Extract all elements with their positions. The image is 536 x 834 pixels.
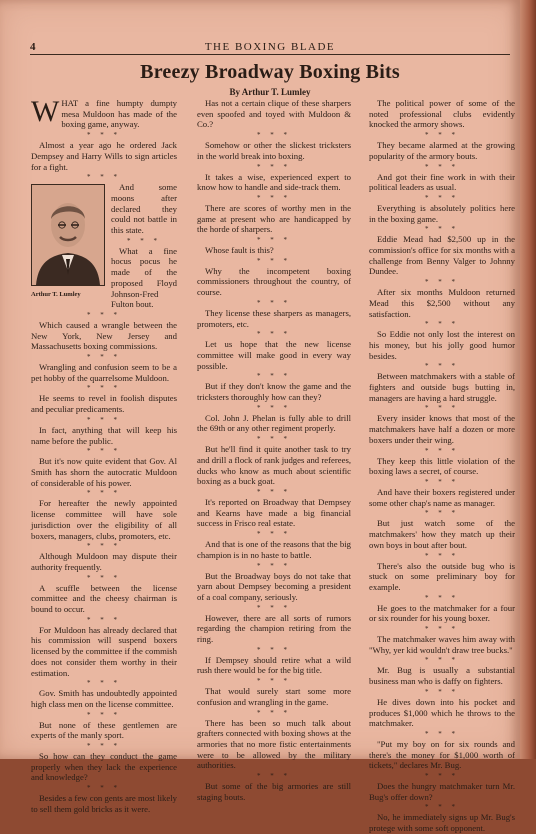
section-separator: * * * xyxy=(257,645,291,654)
paragraph: They became alarmed at the growing popularity of the armory bouts. xyxy=(369,140,515,161)
section-separator: * * * xyxy=(87,542,121,551)
section-separator: * * * xyxy=(127,236,161,245)
paragraph: However, there are all sorts of rumors regarding the champion retiring from the ring. xyxy=(197,612,351,645)
paragraph: But it's now quite evident that Gov. Al Smith has shorn the autocratic Muldoon of considerable of his power. xyxy=(31,456,177,488)
paragraph: If Dempsey should retire what a wild rush there would be for the big title. xyxy=(197,654,351,676)
paragraph: For hereafter the newly appointed license committee will have sole jurisdiction over the eligibility of all boxers, managers, clubs, promoters, etc. xyxy=(31,498,177,541)
paragraph: They keep this little violation of the boxing laws a secret, of course. xyxy=(369,455,515,477)
section-separator: * * * xyxy=(87,353,121,362)
section-separator: * * * xyxy=(425,131,459,140)
drop-cap: W xyxy=(31,95,60,128)
paragraph: It's reported on Broadway that Dempsey and Kearns have made a big financial success in Frisco real estate. xyxy=(197,496,351,529)
section-separator: * * * xyxy=(425,551,459,560)
section-separator: * * * xyxy=(87,489,121,498)
section-separator: * * * xyxy=(425,625,459,634)
paragraph: For Muldoon has already declared that his commission will suspend boxers licensed by the committee if the commish does not consider them worthy in their estimation. xyxy=(31,624,177,678)
lead-text: HAT a fine humpty dumpty mesa Muldoon has made of the boxing game, anyway. xyxy=(61,98,177,130)
section-separator: * * * xyxy=(425,803,459,812)
section-separator: * * * xyxy=(425,278,459,287)
section-separator: * * * xyxy=(425,320,459,329)
paragraph: But he'll find it quite another task to try and drill a flock of rank judges and referees, ducks who know as much about scientific boxing as a buck goat. xyxy=(197,444,351,487)
paragraph: So how can they conduct the game properly when they lack the experience and knowledge? xyxy=(31,751,177,783)
paragraph: Whose fault is this? xyxy=(205,245,274,256)
page-header xyxy=(30,40,510,55)
paragraph: Eddie Mead had $2,500 up in the commission's office for six months with a challenge from Benny Valger to Johnny Dundee. xyxy=(369,234,515,277)
section-separator: * * * xyxy=(257,603,291,612)
paragraph: That would surely start some more confusion and wrangling in the game. xyxy=(197,686,351,707)
paragraph: Why the incompetent boxing commissioners throughout the country, of course. xyxy=(197,265,351,298)
paragraph: Wrangling and confusion seem to be a pet hobby of the quarrelsome Muldoon. xyxy=(31,362,177,383)
paragraph: Let us hope that the new license committee will make good in every way possible. xyxy=(197,339,351,371)
paragraph: But if they don't know the game and the tricksters thoroughly how can they? xyxy=(197,381,351,403)
paragraph: The matchmaker waves him away with "Why, yer kid wouldn't draw tree bucks." xyxy=(369,634,515,655)
section-separator: * * * xyxy=(425,446,459,455)
section-separator: * * * xyxy=(425,509,459,518)
section-separator: * * * xyxy=(257,487,291,496)
paragraph: And have their boxers registered under some other chap's name as manager. xyxy=(369,486,515,508)
paragraph: Although Muldoon may dispute their authority frequently. xyxy=(31,551,177,572)
paragraph: But just watch some of the matchmakers' how they match up their own boys in bout after bout. xyxy=(369,518,515,550)
paragraph: There has been so much talk about grafters connected with boxing shows at the armories that no more fistic entertainments were to be allowed by the military authorities. xyxy=(197,717,351,771)
paragraph: "Put my boy on for six rounds and there's the money for $1,000 worth of tickets," declares Mr. Bug. xyxy=(369,738,515,771)
section-separator: * * * xyxy=(87,173,121,182)
paragraph: The political power of some of the noted professional clubs evidently knocked the armory shows. xyxy=(369,98,515,130)
section-separator: * * * xyxy=(257,372,291,381)
section-separator: * * * xyxy=(87,615,121,624)
paragraph: There are scores of worthy men in the game at present who are handicapped by the horde of sharpers. xyxy=(197,202,351,235)
section-separator: * * * xyxy=(87,742,121,751)
section-separator: * * * xyxy=(257,530,291,539)
paragraph: Mr. Bug is usually a substantial business man who is daffy on fighters. xyxy=(369,665,515,687)
paragraph: Almost a year ago he ordered Jack Dempsey and Harry Wills to sign articles for a fight. xyxy=(31,140,177,172)
section-separator: * * * xyxy=(87,384,121,393)
paragraph: A scuffle between the license committee and the cheesy chairman is bound to occur. xyxy=(31,582,177,615)
paragraph: Between matchmakers with a stable of fighters and outside bugs butting in, managers are having a hard struggle. xyxy=(369,371,515,403)
running-head: THE BOXING BLADE xyxy=(204,41,336,53)
section-separator: * * * xyxy=(87,131,121,140)
section-separator: * * * xyxy=(425,193,459,202)
section-separator: * * * xyxy=(425,477,459,486)
section-separator: * * * xyxy=(87,679,121,688)
section-separator: * * * xyxy=(87,447,121,456)
section-separator: * * * xyxy=(87,784,121,793)
section-separator: * * * xyxy=(87,573,121,582)
paragraph: He seems to revel in foolish disputes and peculiar predicaments. xyxy=(31,393,177,415)
section-separator: * * * xyxy=(257,435,291,444)
paragraph: So Eddie not only lost the interest on his money, but his jolly good humor besides. xyxy=(369,329,515,361)
paragraph: And that is one of the reasons that the big champion is in no haste to battle. xyxy=(197,539,351,560)
paragraph: But none of these gentlemen are experts of the manly sport. xyxy=(31,719,177,741)
paragraph: And got their fine work in with their political leaders as usual. xyxy=(369,171,515,193)
paragraph: Does the hungry matchmaker turn Mr. Bug's offer down? xyxy=(369,781,515,802)
section-separator: * * * xyxy=(425,729,459,738)
section-separator: * * * xyxy=(425,362,459,371)
section-separator: * * * xyxy=(257,298,291,307)
paragraph: Gov. Smith has undoubtedly appointed high class men on the license committee. xyxy=(31,688,177,709)
section-separator: * * * xyxy=(257,677,291,686)
article-title: Breezy Broadway Boxing Bits xyxy=(140,61,400,83)
section-separator: * * * xyxy=(257,162,291,171)
section-separator: * * * xyxy=(425,225,459,234)
section-separator: * * * xyxy=(257,256,291,265)
section-separator: * * * xyxy=(87,310,121,319)
section-separator: * * * xyxy=(257,561,291,570)
paragraph: It takes a wise, experienced expert to know how to handle and side-track them. xyxy=(197,171,351,193)
paragraph: No, he immediately signs up Mr. Bug's protege with some soft opponent. xyxy=(369,812,515,834)
section-separator: * * * xyxy=(425,593,459,602)
page-number: 4 xyxy=(30,41,36,53)
paragraph: Somehow or other the slickest tricksters in the world break into boxing. xyxy=(197,140,351,161)
paragraph: Which caused a wrangle between the New York, New Jersey and Massachusetts boxing commissions. xyxy=(31,319,177,352)
paragraph: What a fine hocus pocus he made of the proposed Floyd Johnson-Fred Fulton bout. xyxy=(111,245,177,310)
paragraph: Besides a few con gents are most likely to sell them gold bricks as it were. xyxy=(31,793,177,814)
section-separator: * * * xyxy=(257,708,291,717)
section-separator: * * * xyxy=(257,131,291,140)
paragraph: Col. John J. Phelan is fully able to drill the 69th or any other regiment properly. xyxy=(197,412,351,434)
column-2 xyxy=(197,98,351,802)
section-separator: * * * xyxy=(257,193,291,202)
paragraph: He dives down into his pocket and produces $1,000 which he throws to the matchmaker. xyxy=(369,696,515,729)
paragraph: And some moons after declared they could not battle in this state. xyxy=(111,182,177,236)
section-separator: * * * xyxy=(257,236,291,245)
section-separator: * * * xyxy=(425,404,459,413)
section-separator: * * * xyxy=(425,656,459,665)
section-separator: * * * xyxy=(425,772,459,781)
paragraph: Every insider knows that most of the matchmakers have half a dozen or more boxers under their wing. xyxy=(369,413,515,445)
paragraph: But the Broadway boys do not take that yarn about Dempsey becoming a president of a coal company, seriously. xyxy=(197,570,351,602)
section-separator: * * * xyxy=(425,162,459,171)
paragraph: After six months Muldoon returned Mead this $2,500 without any satisfaction. xyxy=(369,287,515,319)
paragraph: But some of the big armories are still staging bouts. xyxy=(197,781,351,802)
section-separator: * * * xyxy=(257,772,291,781)
column-1 xyxy=(31,95,177,814)
paragraph: He goes to the matchmaker for a four or six rounder for his young boxer. xyxy=(369,602,515,624)
author-photo-block xyxy=(31,184,105,299)
section-separator: * * * xyxy=(87,415,121,424)
paragraph: There's also the outside bug who is stuck on some preliminary boy for example. xyxy=(369,560,515,592)
section-separator: * * * xyxy=(257,330,291,339)
paragraph: Everything is absolutely politics here in the boxing game. xyxy=(369,202,515,224)
author-portrait-image xyxy=(31,184,105,286)
paragraph: In fact, anything that will keep his name before the public. xyxy=(31,424,177,446)
paragraph: Has not a certain clique of these sharpers even spoofed and toyed with Muldoon & Co.? xyxy=(197,98,351,130)
column-3 xyxy=(369,98,515,834)
section-separator: * * * xyxy=(257,403,291,412)
paragraph: They license these sharpers as managers, promoters, etc. xyxy=(197,307,351,329)
lead-paragraph xyxy=(31,95,177,130)
section-separator: * * * xyxy=(425,687,459,696)
photo-caption: Arthur T. Lumley xyxy=(31,290,81,298)
section-separator: * * * xyxy=(87,710,121,719)
article-byline: By Arthur T. Lumley xyxy=(229,87,311,97)
page-edge xyxy=(520,0,536,759)
